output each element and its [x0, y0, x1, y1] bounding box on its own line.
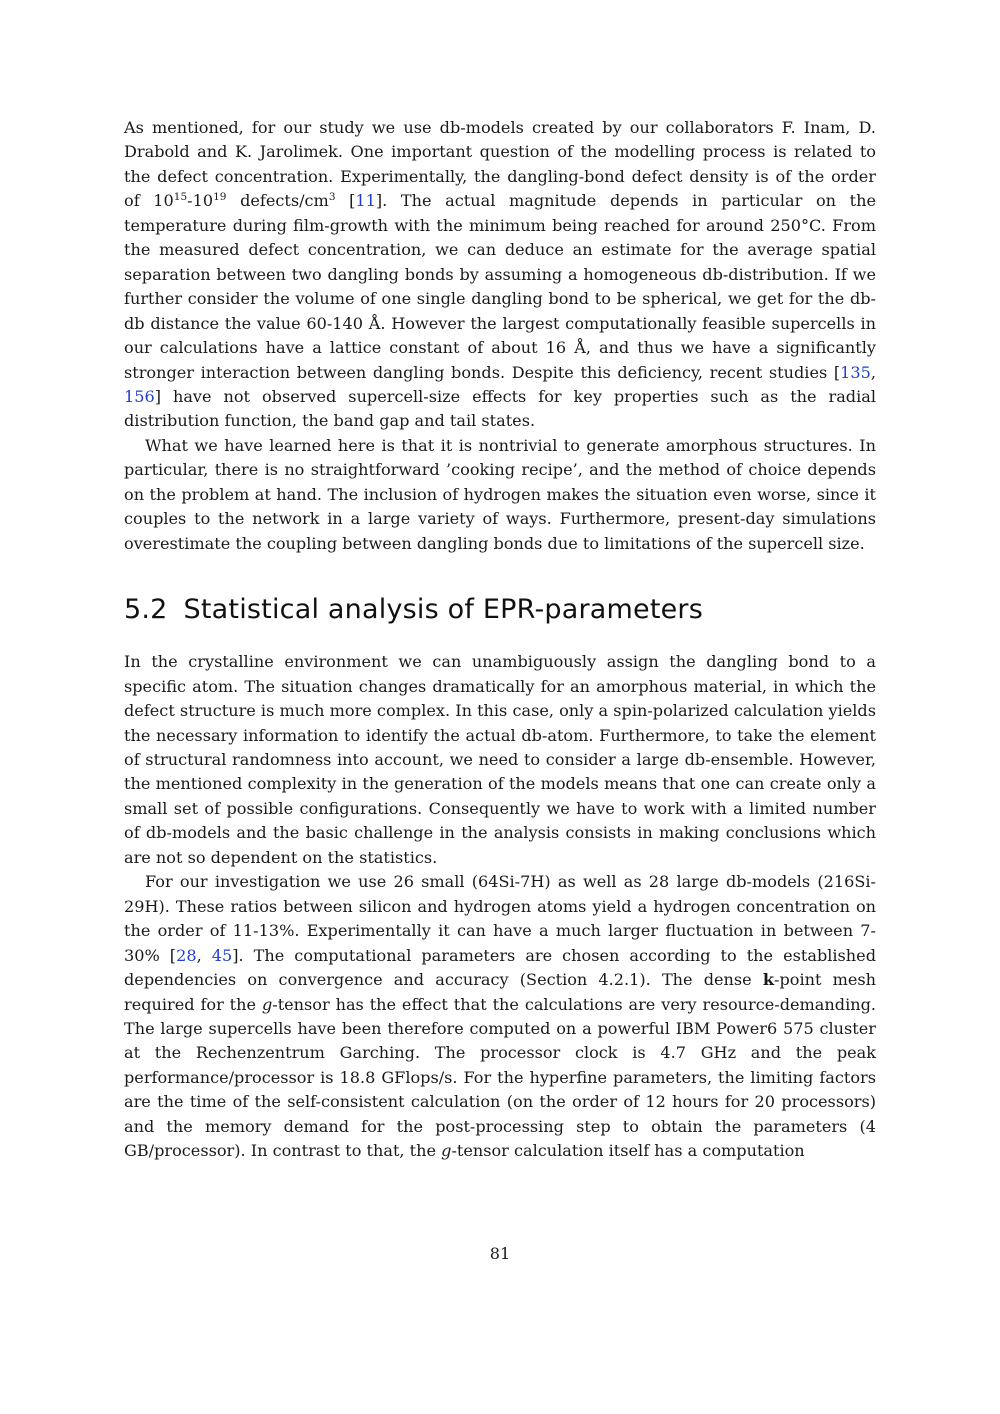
page-body: [124, 116, 876, 1164]
paragraph-investigation: For our investigation we use 26 small (64Si-7H) as well as 28 large db-models (216Si-29H). These ratios between silicon and hydrogen atoms yield a hydrogen concentration on the order of 11-13%. Experimentally it can have a much larger fluctuation in between 7-30% [28, 45]. The computational parameters are chosen according to the established dependencies on convergence and accuracy (Section 4.2.1). The dense k-point mesh required for the g-tensor has the effect that the calculations are very resource-demanding. The large supercells have been therefore computed on a powerful IBM Power6 575 cluster at the Rechenzentrum Garching. The processor clock is 4.7 GHz and the peak performance/processor is 18.8 GFlops/s. For the hyperfine parameters, the limiting factors are the time of the self-consistent calculation (on the order of 12 hours for 20 processors) and the memory demand for the post-processing step to obtain the parameters (4 GB/processor). In contrast to that, the g-tensor calculation itself has a computation: [124, 872, 876, 1161]
citation-link[interactable]: 45: [211, 945, 233, 965]
citation-link[interactable]: 135: [840, 362, 871, 382]
paragraph-db-models: As mentioned, for our study we use db-models created by our collaborators F. Inam, D. Drabold and K. Jarolimek. One important question of the modelling process is related to the defect concentration. Experimentally, the dangling-bond defect density is of the order of $10^{15}-10^{19}$ defects/$cm^3$ [11]. The actual magnitude depends in particular on the temperature during film-growth with the minimum being reached for around 250°C. From the measured defect concentration, we can deduce an estimate for the average spatial separation between two dangling bonds by assuming a homogeneous db-distribution. If we further consider the volume of one single dangling bond to be spherical, we get for the db-db distance the value 60-140 Å. However the largest computationally feasible supercells in our calculations have a lattice constant of about 16 Å, and thus we have a significantly stronger interaction between dangling bonds. Despite this deficiency, recent studies [135, 156] have not observed supercell-size effects for key properties such as the radial distribution function, the band gap and tail states.: [124, 118, 876, 431]
paragraph-crystalline: In the crystalline environment we can unambiguously assign the dangling bond to a specific atom. The situation changes dramatically for an amorphous material, in which the defect structure is much more complex. In this case, only a spin-polarized calculation yields the necessary information to identify the actual db-atom. Furthermore, to take the element of structural randomness into account, we need to consider a large db-ensemble. However, the mentioned complexity in the generation of the models means that one can create only a small set of possible configurations. Consequently we have to work with a limited number of db-models and the basic challenge in the analysis consists in making conclusions which are not so dependent on the statistics.: [124, 652, 876, 867]
section-title: Statistical analysis of EPR-parameters: [183, 594, 703, 626]
citation-link[interactable]: 28: [176, 945, 197, 965]
italic-symbol: g: [441, 1141, 452, 1161]
paragraph-summary: What we have learned here is that it is nontrivial to generate amorphous structures. In particular, there is no straightforward ’cooking recipe’, and the method of choice depends on the problem at hand. The inclusion of hydrogen makes the situation even worse, since it couples to the network in a large variety of ways. Furthermore, present-day simulations overestimate the coupling between dangling bonds due to limitations of the supercell size.: [124, 435, 876, 553]
italic-symbol: g: [261, 994, 273, 1014]
bold-symbol: k: [762, 970, 775, 990]
citation-link[interactable]: 156: [124, 386, 155, 406]
section-number: 5.2: [124, 594, 168, 626]
superscript: 19: [213, 191, 227, 204]
citation-link[interactable]: 11: [355, 191, 376, 211]
section-heading: [124, 594, 876, 626]
page-number: 81: [489, 1244, 511, 1263]
superscript: 15: [173, 191, 188, 204]
superscript: 3: [328, 191, 336, 204]
